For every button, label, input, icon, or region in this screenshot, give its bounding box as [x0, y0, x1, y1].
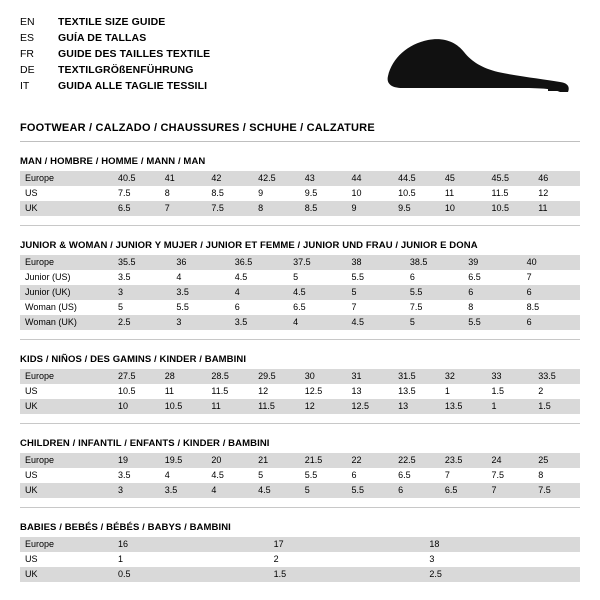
- size-cell: 1.5: [269, 567, 425, 582]
- size-cell: 27.5: [113, 369, 160, 384]
- block-divider: [20, 423, 580, 424]
- size-cell: 5: [347, 285, 405, 300]
- size-cell: 16: [113, 537, 269, 552]
- size-cell: 5: [258, 470, 264, 480]
- size-cell: 5.5: [176, 302, 189, 312]
- size-cell: 8: [253, 201, 300, 216]
- size-cell: 3.5: [118, 272, 131, 282]
- size-cell: 9.5: [393, 201, 440, 216]
- language-code: EN: [20, 16, 35, 28]
- size-cell: 13: [393, 399, 440, 414]
- size-cell: 6: [522, 285, 580, 300]
- size-cell: 6: [234, 302, 240, 312]
- size-cell: 1: [487, 399, 534, 414]
- size-cell: 40.5: [113, 171, 160, 186]
- size-cell: 36.5: [230, 255, 288, 270]
- size-cell: 41: [160, 171, 207, 186]
- size-row-label: Europe: [20, 453, 113, 468]
- size-cell: 7.5: [206, 201, 253, 216]
- size-block-babies: [20, 522, 580, 582]
- size-cell: 21.5: [300, 453, 347, 468]
- size-cell: 12.5: [346, 399, 393, 414]
- size-cell: 4.5: [211, 470, 224, 480]
- size-cell: 8: [164, 188, 170, 198]
- size-cell: 7: [526, 272, 532, 282]
- size-row-label: US: [25, 386, 38, 396]
- size-block-children: [20, 438, 580, 508]
- size-cell: 31.5: [393, 369, 440, 384]
- size-cell: 22: [346, 453, 393, 468]
- size-cell: 6.5: [468, 272, 481, 282]
- size-cell: 19.5: [160, 453, 207, 468]
- document-header: [20, 16, 580, 108]
- size-cell: 5.5: [405, 285, 463, 300]
- size-cell: 9: [346, 201, 393, 216]
- size-cell: 2: [273, 554, 279, 564]
- size-cell: 12: [300, 399, 347, 414]
- size-cell: 44.5: [393, 171, 440, 186]
- size-cell: 39: [463, 255, 521, 270]
- table-row: [20, 300, 580, 315]
- size-row-label: US: [25, 470, 38, 480]
- language-title-list: [20, 16, 210, 96]
- size-cell: 5: [300, 483, 347, 498]
- size-cell: 7.5: [491, 470, 505, 480]
- size-cell: 4: [206, 483, 253, 498]
- size-cell: 25: [533, 453, 580, 468]
- size-cell: 8.5: [526, 302, 540, 312]
- table-row: [20, 255, 580, 270]
- size-cell: 3.5: [171, 285, 229, 300]
- size-cell: 12: [258, 386, 269, 396]
- size-cell: 6.5: [293, 302, 306, 312]
- footwear-category-title: FOOTWEAR / CALZADO / CHAUSSURES / SCHUHE / CALZATURE: [20, 122, 375, 134]
- size-block-heading: MAN / HOMBRE / HOMME / MANN / MAN: [20, 156, 206, 167]
- size-cell: 21: [253, 453, 300, 468]
- language-title: TEXTILE SIZE GUIDE: [58, 16, 166, 28]
- size-cell: 45: [440, 171, 487, 186]
- size-cell: 2.5: [424, 567, 580, 582]
- table-row: [20, 453, 580, 468]
- size-cell: 7: [487, 483, 534, 498]
- size-cell: 5: [118, 302, 124, 312]
- size-cell: 7: [444, 470, 450, 480]
- size-cell: 1.5: [491, 386, 505, 396]
- language-row: [20, 16, 210, 32]
- size-row-label: UK: [20, 399, 113, 414]
- size-cell: 13.5: [440, 399, 487, 414]
- size-cell: 12.5: [304, 386, 323, 396]
- language-row: [20, 64, 210, 80]
- size-row-label: Europe: [20, 255, 113, 270]
- block-divider: [20, 225, 580, 226]
- size-cell: 11.5: [211, 386, 229, 396]
- size-cell: 3: [171, 315, 229, 330]
- block-divider: [20, 507, 580, 508]
- table-row: [20, 552, 580, 567]
- size-cell: 6.5: [398, 470, 411, 480]
- size-cell: 6: [522, 315, 580, 330]
- size-cell: 4: [176, 272, 182, 282]
- size-row-label: Europe: [20, 537, 113, 552]
- size-cell: 7: [351, 302, 357, 312]
- language-title: GUÍA DE TALLAS: [58, 32, 147, 44]
- size-cell: 1: [118, 554, 124, 564]
- size-block-kids: [20, 354, 580, 424]
- language-row: [20, 32, 210, 48]
- size-table: [20, 171, 580, 216]
- size-row-label: Woman (UK): [20, 315, 113, 330]
- size-cell: 3.5: [118, 470, 131, 480]
- size-cell: 43: [300, 171, 347, 186]
- size-cell: 32: [440, 369, 487, 384]
- size-cell: 46: [533, 171, 580, 186]
- size-blocks: [20, 156, 580, 582]
- size-cell: 4: [230, 285, 288, 300]
- table-row: [20, 186, 580, 201]
- size-cell: 9: [258, 188, 264, 198]
- size-cell: 17: [269, 537, 425, 552]
- size-cell: 3.5: [230, 315, 288, 330]
- size-cell: 6: [351, 470, 357, 480]
- size-cell: 8: [468, 302, 474, 312]
- table-row: [20, 483, 580, 498]
- size-table: [20, 369, 580, 414]
- size-cell: 8: [538, 470, 544, 480]
- block-divider: [20, 339, 580, 340]
- size-cell: 6.5: [113, 201, 160, 216]
- size-cell: 6.5: [440, 483, 487, 498]
- language-row: [20, 48, 210, 64]
- size-cell: 6: [463, 285, 521, 300]
- size-cell: 4.5: [347, 315, 405, 330]
- size-cell: 31: [346, 369, 393, 384]
- table-row: [20, 201, 580, 216]
- size-cell: 10: [351, 188, 362, 198]
- size-table: [20, 537, 580, 582]
- size-row-label: UK: [20, 483, 113, 498]
- size-cell: 3.5: [160, 483, 207, 498]
- size-row-label: Europe: [20, 171, 113, 186]
- size-cell: 6: [409, 272, 415, 282]
- size-row-label: Europe: [20, 369, 113, 384]
- language-code: DE: [20, 64, 35, 76]
- size-cell: 3: [429, 554, 435, 564]
- size-block-heading: CHILDREN / INFANTIL / ENFANTS / KINDER / BAMBINI: [20, 438, 270, 449]
- table-row: [20, 468, 580, 483]
- size-cell: 5: [405, 315, 463, 330]
- size-cell: 4.5: [253, 483, 300, 498]
- table-row: [20, 285, 580, 300]
- size-cell: 45.5: [487, 171, 534, 186]
- size-cell: 11: [164, 386, 175, 396]
- size-cell: 33.5: [533, 369, 580, 384]
- size-cell: 5.5: [346, 483, 393, 498]
- language-code: IT: [20, 80, 30, 92]
- size-block-heading: BABIES / BEBÉS / BÉBÉS / BABYS / BAMBINI: [20, 522, 231, 533]
- size-cell: 12: [538, 188, 549, 198]
- size-cell: 5.5: [304, 470, 318, 480]
- size-cell: 38: [347, 255, 405, 270]
- size-cell: 42.5: [253, 171, 300, 186]
- size-cell: 10.5: [398, 188, 416, 198]
- table-row: [20, 537, 580, 552]
- size-row-label: US: [25, 188, 38, 198]
- size-row-label: UK: [20, 201, 113, 216]
- size-cell: 11.5: [491, 188, 509, 198]
- size-cell: 8.5: [211, 188, 224, 198]
- size-cell: 7.5: [409, 302, 423, 312]
- size-cell: 0.5: [113, 567, 269, 582]
- size-block-man: [20, 156, 580, 226]
- size-cell: 1: [444, 386, 450, 396]
- size-cell: 7.5: [533, 483, 580, 498]
- size-cell: 19: [113, 453, 160, 468]
- size-cell: 29.5: [253, 369, 300, 384]
- language-title-list-body: [20, 16, 210, 96]
- table-row: [20, 369, 580, 384]
- size-cell: 38.5: [405, 255, 463, 270]
- size-cell: 10.5: [487, 201, 534, 216]
- size-block-heading: KIDS / NIÑOS / DES GAMINS / KINDER / BAMBINI: [20, 354, 247, 365]
- size-cell: 28: [160, 369, 207, 384]
- size-cell: 5: [293, 272, 299, 282]
- size-block-junior-woman: [20, 240, 580, 340]
- table-row: [20, 567, 580, 582]
- size-row-label: US: [25, 554, 38, 564]
- dress-shoe-icon: [372, 32, 572, 102]
- size-cell: 37.5: [288, 255, 346, 270]
- table-row: [20, 399, 580, 414]
- size-cell: 2.5: [113, 315, 171, 330]
- size-row-label: UK: [20, 567, 113, 582]
- size-cell: 8.5: [300, 201, 347, 216]
- table-row: [20, 384, 580, 399]
- size-cell: 42: [206, 171, 253, 186]
- language-code: FR: [20, 48, 34, 60]
- size-cell: 6: [393, 483, 440, 498]
- size-row-label: Woman (US): [25, 302, 77, 312]
- language-code: ES: [20, 32, 35, 44]
- size-cell: 20: [206, 453, 253, 468]
- size-row-label: Junior (UK): [20, 285, 113, 300]
- size-cell: 10.5: [118, 386, 136, 396]
- header-divider: [20, 141, 580, 142]
- size-cell: 35.5: [113, 255, 171, 270]
- size-cell: 18: [424, 537, 580, 552]
- size-cell: 23.5: [440, 453, 487, 468]
- size-cell: 3: [113, 285, 171, 300]
- table-row: [20, 171, 580, 186]
- size-cell: 4.5: [234, 272, 248, 282]
- size-cell: 13: [351, 386, 362, 396]
- language-row: [20, 80, 210, 96]
- size-cell: 7: [160, 201, 207, 216]
- size-cell: 7.5: [118, 188, 131, 198]
- size-cell: 9.5: [304, 188, 318, 198]
- size-cell: 5.5: [351, 272, 365, 282]
- size-cell: 33: [487, 369, 534, 384]
- size-row-label: Junior (US): [25, 272, 71, 282]
- size-cell: 1.5: [533, 399, 580, 414]
- size-cell: 44: [346, 171, 393, 186]
- size-table: [20, 453, 580, 498]
- size-cell: 3: [113, 483, 160, 498]
- size-cell: 13.5: [398, 386, 416, 396]
- table-row: [20, 315, 580, 330]
- size-cell: 11.5: [253, 399, 300, 414]
- language-title: TEXTILGRÖßENFÜHRUNG: [58, 64, 194, 76]
- size-table: [20, 255, 580, 330]
- size-cell: 22.5: [393, 453, 440, 468]
- table-row: [20, 270, 580, 285]
- size-cell: 36: [171, 255, 229, 270]
- language-title: GUIDE DES TAILLES TEXTILE: [58, 48, 211, 60]
- size-cell: 10: [440, 201, 487, 216]
- size-cell: 4: [288, 315, 346, 330]
- size-cell: 2: [538, 386, 544, 396]
- size-cell: 4.5: [288, 285, 346, 300]
- size-cell: 40: [522, 255, 580, 270]
- size-cell: 24: [487, 453, 534, 468]
- size-cell: 10.5: [160, 399, 207, 414]
- size-cell: 11: [206, 399, 253, 414]
- size-cell: 30: [300, 369, 347, 384]
- size-cell: 5.5: [463, 315, 521, 330]
- size-cell: 10: [113, 399, 160, 414]
- size-cell: 28.5: [206, 369, 253, 384]
- size-cell: 11: [444, 188, 455, 198]
- size-cell: 11: [533, 201, 580, 216]
- size-cell: 4: [164, 470, 170, 480]
- language-title: GUIDA ALLE TAGLIE TESSILI: [58, 80, 208, 92]
- size-block-heading: JUNIOR & WOMAN / JUNIOR Y MUJER / JUNIOR ET FEMME / JUNIOR UND FRAU / JUNIOR E DONA: [20, 240, 478, 251]
